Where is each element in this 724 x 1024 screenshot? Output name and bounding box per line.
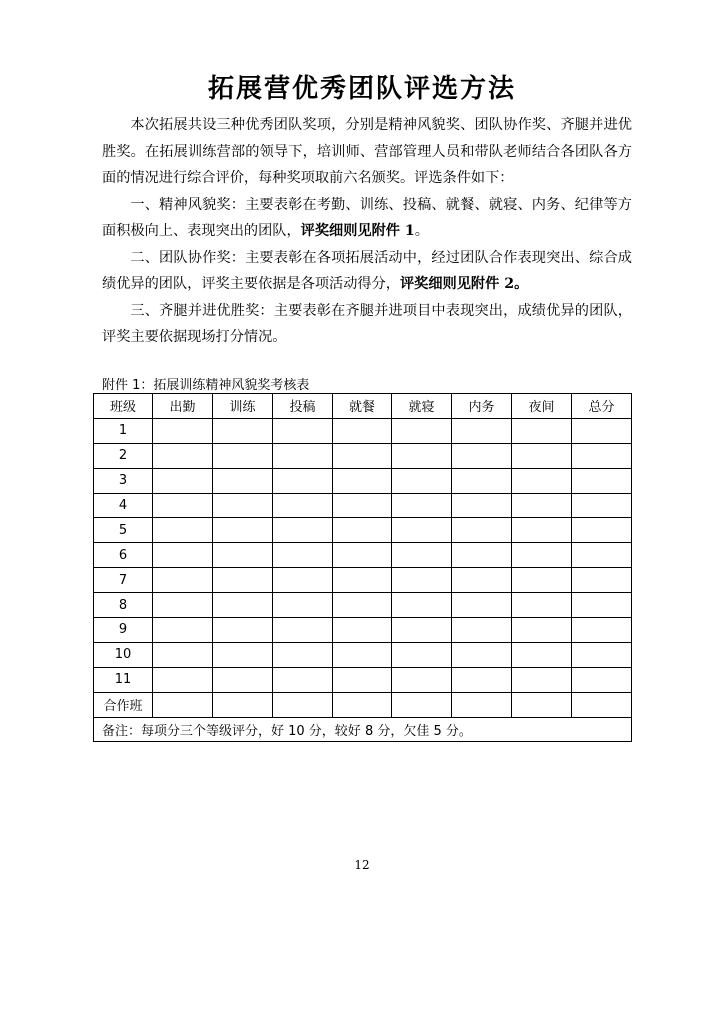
score-cell[interactable] bbox=[213, 692, 273, 717]
score-cell[interactable] bbox=[153, 642, 213, 667]
score-cell[interactable] bbox=[452, 618, 512, 643]
score-cell[interactable] bbox=[273, 692, 333, 717]
header-class: 班级 bbox=[94, 394, 153, 419]
score-cell[interactable] bbox=[153, 543, 213, 568]
score-cell[interactable] bbox=[333, 543, 392, 568]
paragraph-award-teamwork bbox=[102, 245, 632, 298]
award-teamwork-rule-ref: 评奖细则见附件 2。 bbox=[399, 276, 529, 292]
score-cell[interactable] bbox=[392, 642, 452, 667]
table-row bbox=[94, 443, 632, 468]
score-cell[interactable] bbox=[153, 443, 213, 468]
table-header-row bbox=[94, 394, 632, 419]
score-cell[interactable] bbox=[512, 468, 572, 493]
score-cell[interactable] bbox=[333, 642, 392, 667]
total-cell[interactable] bbox=[572, 443, 632, 468]
table-row bbox=[94, 493, 632, 518]
score-cell[interactable] bbox=[512, 418, 572, 443]
score-cell[interactable] bbox=[452, 518, 512, 543]
page-title: 拓展营优秀团队评选方法 bbox=[207, 74, 516, 104]
score-cell[interactable] bbox=[333, 568, 392, 593]
score-table bbox=[93, 393, 632, 742]
total-cell[interactable] bbox=[572, 692, 632, 717]
header-submission: 投稿 bbox=[273, 394, 333, 419]
score-cell[interactable] bbox=[333, 493, 392, 518]
row-label: 7 bbox=[94, 568, 153, 593]
award-spirit-text: 一、精神风貌奖：主要表彰在考勤、训练、投稿、就餐、就寝、内务、纪律等方面积极向上、表现突出的团队， bbox=[102, 196, 632, 239]
total-cell[interactable] bbox=[572, 418, 632, 443]
score-cell[interactable] bbox=[153, 568, 213, 593]
table-row bbox=[94, 618, 632, 643]
score-cell[interactable] bbox=[213, 642, 273, 667]
table-row bbox=[94, 667, 632, 692]
score-cell[interactable] bbox=[452, 667, 512, 692]
table-caption: 附件 1：拓展训练精神风貌奖考核表 bbox=[102, 378, 310, 393]
score-cell[interactable] bbox=[452, 593, 512, 618]
score-cell[interactable] bbox=[512, 667, 572, 692]
table-row bbox=[94, 518, 632, 543]
header-night: 夜间 bbox=[512, 394, 572, 419]
row-label: 10 bbox=[94, 642, 153, 667]
score-cell[interactable] bbox=[213, 568, 273, 593]
score-cell[interactable] bbox=[392, 468, 452, 493]
score-cell[interactable] bbox=[213, 468, 273, 493]
score-cell[interactable] bbox=[452, 568, 512, 593]
row-label: 6 bbox=[94, 543, 153, 568]
score-cell[interactable] bbox=[452, 642, 512, 667]
total-cell[interactable] bbox=[572, 543, 632, 568]
award-teamwork-text: 二、团队协作奖：主要表彰在各项拓展活动中，经过团队合作表现突出、综合成绩优异的团队，评奖主要依据是各项活动得分， bbox=[102, 249, 632, 292]
score-cell[interactable] bbox=[392, 418, 452, 443]
score-cell[interactable] bbox=[452, 543, 512, 568]
score-cell[interactable] bbox=[273, 418, 333, 443]
score-cell[interactable] bbox=[392, 543, 452, 568]
score-cell[interactable] bbox=[273, 618, 333, 643]
score-cell[interactable] bbox=[273, 667, 333, 692]
table-row bbox=[94, 642, 632, 667]
score-cell[interactable] bbox=[392, 568, 452, 593]
score-cell[interactable] bbox=[452, 692, 512, 717]
score-cell[interactable] bbox=[273, 543, 333, 568]
total-cell[interactable] bbox=[572, 642, 632, 667]
header-training: 训练 bbox=[213, 394, 273, 419]
score-cell[interactable] bbox=[333, 518, 392, 543]
row-label: 4 bbox=[94, 493, 153, 518]
total-cell[interactable] bbox=[572, 518, 632, 543]
row-label: 3 bbox=[94, 468, 153, 493]
total-cell[interactable] bbox=[572, 568, 632, 593]
score-cell[interactable] bbox=[333, 667, 392, 692]
score-cell[interactable] bbox=[333, 692, 392, 717]
total-cell[interactable] bbox=[572, 593, 632, 618]
score-cell[interactable] bbox=[512, 493, 572, 518]
score-cell[interactable] bbox=[392, 618, 452, 643]
score-cell[interactable] bbox=[213, 443, 273, 468]
table-row bbox=[94, 418, 632, 443]
score-cell[interactable] bbox=[213, 667, 273, 692]
page-number: 12 bbox=[354, 858, 370, 872]
score-cell[interactable] bbox=[392, 692, 452, 717]
table-row bbox=[94, 468, 632, 493]
score-cell[interactable] bbox=[392, 493, 452, 518]
score-cell[interactable] bbox=[333, 468, 392, 493]
score-cell[interactable] bbox=[392, 518, 452, 543]
award-spirit-end: 。 bbox=[414, 223, 429, 239]
score-cell[interactable] bbox=[213, 493, 273, 518]
table-note-row bbox=[94, 717, 632, 742]
table-note: 备注：每项分三个等级评分，好 10 分，较好 8 分，欠佳 5 分。 bbox=[94, 717, 632, 742]
paragraph-award-legs: 三、齐腿并进优胜奖：主要表彰在齐腿并进项目中表现突出，成绩优异的团队，评奖主要依据现场打分情况。 bbox=[102, 302, 632, 345]
paragraph-award-spirit bbox=[102, 192, 632, 245]
score-cell[interactable] bbox=[512, 692, 572, 717]
score-cell[interactable] bbox=[213, 543, 273, 568]
row-label: 合作班 bbox=[94, 692, 153, 717]
total-cell[interactable] bbox=[572, 618, 632, 643]
score-cell[interactable] bbox=[452, 468, 512, 493]
score-cell[interactable] bbox=[333, 443, 392, 468]
score-cell[interactable] bbox=[153, 667, 213, 692]
score-cell[interactable] bbox=[153, 593, 213, 618]
header-housekeeping: 内务 bbox=[452, 394, 512, 419]
score-cell[interactable] bbox=[153, 418, 213, 443]
score-cell[interactable] bbox=[213, 593, 273, 618]
row-label: 1 bbox=[94, 418, 153, 443]
score-cell[interactable] bbox=[512, 518, 572, 543]
score-cell[interactable] bbox=[512, 443, 572, 468]
score-cell[interactable] bbox=[273, 468, 333, 493]
score-cell[interactable] bbox=[273, 518, 333, 543]
row-label: 9 bbox=[94, 618, 153, 643]
header-sleeping: 就寝 bbox=[392, 394, 452, 419]
header-dining: 就餐 bbox=[333, 394, 392, 419]
header-attendance: 出勤 bbox=[153, 394, 213, 419]
score-cell[interactable] bbox=[392, 593, 452, 618]
score-cell[interactable] bbox=[512, 618, 572, 643]
total-cell[interactable] bbox=[572, 667, 632, 692]
score-cell[interactable] bbox=[273, 593, 333, 618]
score-cell[interactable] bbox=[333, 593, 392, 618]
score-cell[interactable] bbox=[153, 493, 213, 518]
row-label: 5 bbox=[94, 518, 153, 543]
score-cell[interactable] bbox=[512, 568, 572, 593]
table-row bbox=[94, 568, 632, 593]
score-cell[interactable] bbox=[273, 568, 333, 593]
row-label: 8 bbox=[94, 593, 153, 618]
table-row bbox=[94, 593, 632, 618]
score-cell[interactable] bbox=[452, 418, 512, 443]
table-row bbox=[94, 543, 632, 568]
score-cell[interactable] bbox=[392, 667, 452, 692]
total-cell[interactable] bbox=[572, 468, 632, 493]
score-cell[interactable] bbox=[213, 518, 273, 543]
score-cell[interactable] bbox=[392, 443, 452, 468]
score-cell[interactable] bbox=[273, 443, 333, 468]
score-cell[interactable] bbox=[273, 642, 333, 667]
row-label: 11 bbox=[94, 667, 153, 692]
score-cell[interactable] bbox=[512, 543, 572, 568]
score-cell[interactable] bbox=[512, 642, 572, 667]
paragraph-intro: 本次拓展共设三种优秀团队奖项，分别是精神风貌奖、团队协作奖、齐腿并进优胜奖。在拓展训练营部的领导下，培训师、营部管理人员和带队老师结合各团队各方面的情况进行综合评价，每种奖项取前六名颁奖。评选条件如下： bbox=[102, 117, 632, 186]
score-cell[interactable] bbox=[153, 518, 213, 543]
score-cell[interactable] bbox=[333, 418, 392, 443]
score-cell[interactable] bbox=[213, 618, 273, 643]
row-label: 2 bbox=[94, 443, 153, 468]
score-cell[interactable] bbox=[333, 618, 392, 643]
table-row bbox=[94, 692, 632, 717]
score-cell[interactable] bbox=[153, 468, 213, 493]
score-cell[interactable] bbox=[512, 593, 572, 618]
award-spirit-rule-ref: 评奖细则见附件 1 bbox=[300, 223, 415, 239]
header-total: 总分 bbox=[572, 394, 632, 419]
score-cell[interactable] bbox=[153, 618, 213, 643]
score-cell[interactable] bbox=[213, 418, 273, 443]
score-cell[interactable] bbox=[153, 692, 213, 717]
score-cell[interactable] bbox=[452, 443, 512, 468]
total-cell[interactable] bbox=[572, 493, 632, 518]
score-cell[interactable] bbox=[273, 493, 333, 518]
body-text bbox=[102, 112, 632, 351]
score-cell[interactable] bbox=[452, 493, 512, 518]
